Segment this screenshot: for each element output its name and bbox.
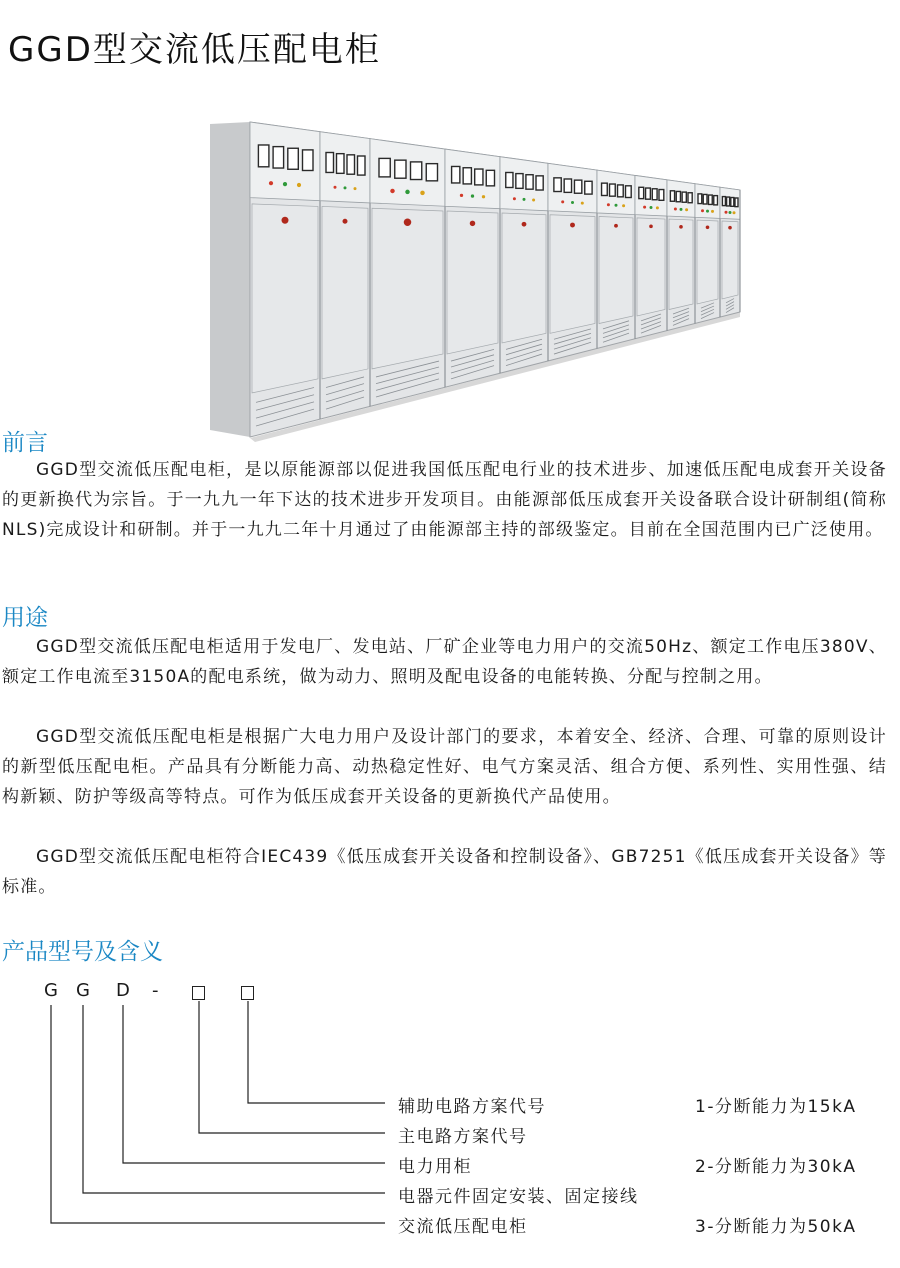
model-heading: 产品型号及含义 bbox=[2, 939, 163, 965]
connector-g1 bbox=[51, 1005, 385, 1223]
usage-heading: 用途 bbox=[2, 605, 48, 631]
usage-paragraph-2: GGD型交流低压配电柜是根据广大电力用户及设计部门的要求，本着安全、经济、合理、可靠的原则设计的新型低压配电柜。产品具有分断能力高、动热稳定性好、电气方案灵活、组合方便、系列性、实用性强、结构新颖、防护等级高等特点。可作为低压成套开关设备的更新换代产品使用。 bbox=[2, 727, 887, 807]
option-15ka: 1-分断能力为15kA bbox=[695, 1097, 857, 1117]
code-letter-g1: G bbox=[44, 980, 58, 1001]
preface-heading: 前言 bbox=[2, 430, 48, 456]
connector-aux bbox=[248, 1001, 385, 1103]
code-letter-d: D bbox=[116, 980, 130, 1001]
label-ac-low-voltage: 交流低压配电柜 bbox=[398, 1217, 528, 1237]
usage-paragraph-3: GGD型交流低压配电柜符合IEC439《低压成套开关设备和控制设备》、GB7251《低压成套开关设备》等标准。 bbox=[2, 847, 887, 897]
option-50ka: 3-分断能力为50kA bbox=[695, 1217, 857, 1237]
connector-d bbox=[123, 1005, 385, 1163]
preface-paragraph: GGD型交流低压配电柜，是以原能源部以促进我国低压配电行业的技术进步、加速低压配电成套开关设备的更新换代为宗旨。于一九九一年下达的技术进步开发项目。由能源部低压成套开关设备联合设计研制组(简称NLS)完成设计和研制。并于一九九二年十月通过了由能源部主持的部级鉴定。目前在全国范围内已广泛使用。 bbox=[2, 460, 887, 540]
connector-g2 bbox=[83, 1005, 385, 1193]
label-main-circuit: 主电路方案代号 bbox=[398, 1127, 528, 1147]
label-fixed-install: 电器元件固定安装、固定接线 bbox=[398, 1187, 639, 1207]
connector-main bbox=[199, 1001, 385, 1133]
code-letter-g2: G bbox=[76, 980, 90, 1001]
label-aux-circuit: 辅助电路方案代号 bbox=[398, 1097, 546, 1117]
code-dash: - bbox=[152, 980, 159, 1001]
usage-paragraph-1: GGD型交流低压配电柜适用于发电厂、发电站、厂矿企业等电力用户的交流50Hz、额定工作电压380V、额定工作电流至3150A的配电系统，做为动力、照明及配电设备的电能转换、分配与控制之用。 bbox=[2, 637, 887, 687]
label-power-cabinet: 电力用柜 bbox=[398, 1157, 472, 1177]
option-30ka: 2-分断能力为30kA bbox=[695, 1157, 857, 1177]
page-title: GGD型交流低压配电柜 bbox=[8, 30, 381, 70]
